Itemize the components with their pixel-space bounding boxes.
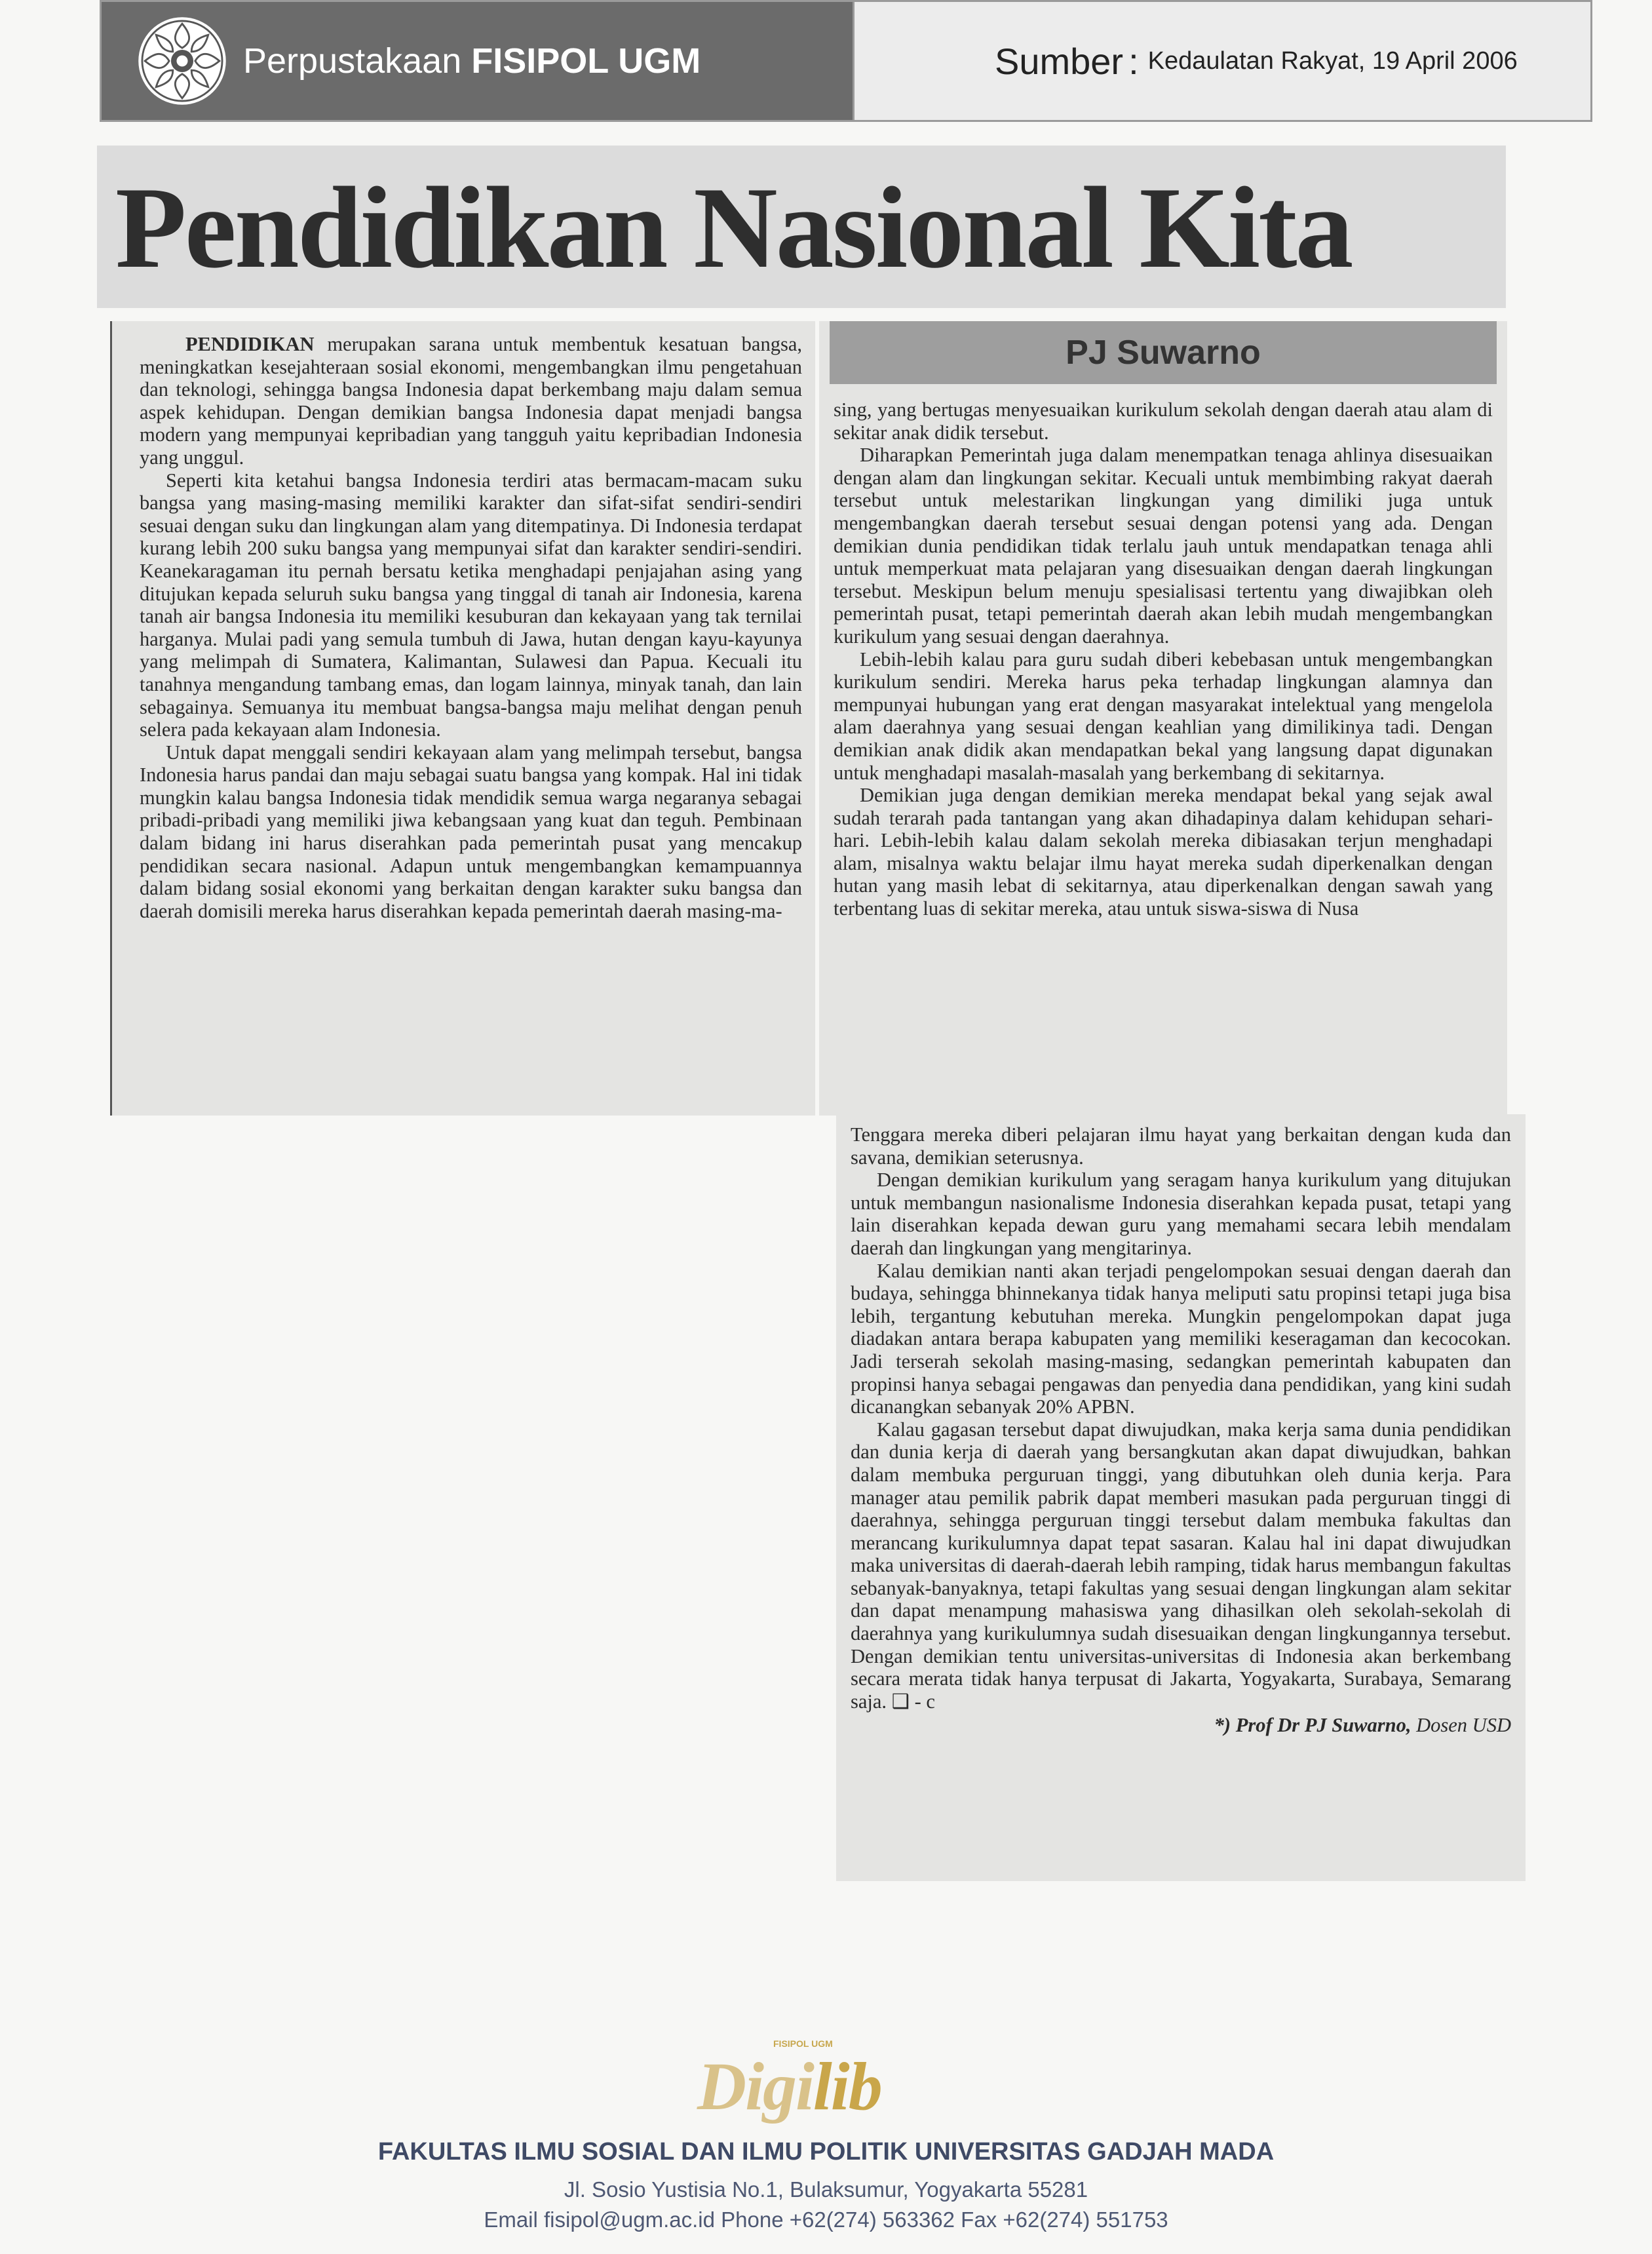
faculty-name: FAKULTAS ILMU SOSIAL DAN ILMU POLITIK UNIVERSITAS GADJAH MADA <box>377 2138 1275 2166</box>
lead-word: PENDIDIKAN <box>185 333 315 355</box>
paragraph: Lebih-lebih kalau para guru sudah diberi kebebasan untuk mengembangkan kurikulum sendiri. Mereka harus peka terhadap lingkungan alamnya dan mempunyai hubungan yang erat dengan masyarakat intelektual yang mengelola alam daerahnya yang sesuai dengan keahlian yang dimilikinya tadi. Dengan demikian anak didik akan mendapatkan bekal yang langsung dapat digunakan untuk menghadapi masalah-masalah yang berkembang di sekitarnya. <box>834 648 1493 784</box>
author-byline: PJ Suwarno <box>1066 333 1261 372</box>
headline-clipping <box>97 146 1506 308</box>
paragraph: Untuk dapat menggali sendiri kekayaan alam yang melimpah tersebut, bangsa Indonesia harus pandai dan maju sebagai suatu bangsa yang kompak. Hal ini tidak mungkin kalau bangsa Indonesia tidak mendidik semua warga negaranya sebagai pribadi-pribadi yang memiliki jiwa kebangsaan yang kuat dan teguh. Pembinaan dalam bidang ini harus diserahkan pada pemerintah pusat yang mencakup pendidikan secara nasional. Adapun untuk mengembangkan kemampuannya dalam bidang sosial ekonomi yang berkaitan dengan karakter suku bangsa dan daerah domisili mereka harus diserahkan kepada pemerintah daerah masing-ma- <box>140 741 802 922</box>
article-column-2 <box>819 321 1507 1116</box>
archive-header <box>100 0 1592 122</box>
faculty-contact: Email fisipol@ugm.ac.id Phone +62(274) 563362 Fax +62(274) 551753 <box>484 2207 1168 2232</box>
ugm-seal-icon <box>136 14 229 107</box>
source-label: Sumber <box>995 40 1124 82</box>
faculty-address: Jl. Sosio Yustisia No.1, Bulaksumur, Yogyakarta 55281 <box>564 2177 1088 2202</box>
article-headline: Pendidikan Nasional Kita <box>115 163 1352 292</box>
author-signature: *) Prof Dr PJ Suwarno, Dosen USD <box>1214 1714 1511 1737</box>
paragraph: sing, yang bertugas menyesuaikan kurikulum sekolah dengan daerah atau alam di sekitar anak didik tersebut. <box>834 398 1493 444</box>
source-value: Kedaulatan Rakyat, 19 April 2006 <box>1147 47 1518 75</box>
article-column-3 <box>836 1114 1526 1881</box>
library-banner <box>102 2 853 120</box>
source-colon: : <box>1128 40 1139 82</box>
paragraph: Kalau demikian nanti akan terjadi pengelompokan sesuai dengan daerah dan budaya, sehingga bhinnekanya tidak hanya meliputi satu propinsi tetapi juga bisa lebih, tergantung kebutuhan mereka. Mungkin pengelompokan dapat juga diadakan antara berapa kabupaten yang memiliki keseragaman dan kecocokan. Jadi terserah sekolah masing-masing, sedangkan pemerintah kabupaten dan propinsi hanya sebagai pengawas dan penyedia dana pendidikan, yang kini sudah dicanangkan sebanyak 20% APBN. <box>851 1259 1511 1418</box>
paragraph: Kalau gagasan tersebut dapat diwujudkan, maka kerja sama dunia pendidikan dan dunia kerja di daerah yang bersangkutan akan dapat diwujudkan, bahkan dalam membuka perguruan tinggi, yang dibutuhkan oleh dunia kerja. Para manager atau pemilik pabrik dapat memberi masukan pada perguruan tinggi di daerahnya, sehingga perguruan tinggi tersebut dalam membuka fakultas dan merancang kurikulumnya dapat tepat sasaran. Kalau hal ini dapat diwujudkan maka universitas di daerah-daerah lebih ramping, tidak harus membangun fakultas sebanyak-banyaknya, tetapi fakultas yang sesuai dengan lingkungan alam sekitar dan dapat menampung mahasiswa yang dihasilkan oleh sekolah-sekolah di daerahnya yang kurikulumnya sudah disesuaikan dengan lingkungannya tersebut. Dengan demikian tentu universitas-universitas di Indonesia akan berkembang secara merata tidak hanya terpusat di Jakarta, Yogyakarta, Surabaya, Semarang saja. ❑ - c <box>851 1418 1511 1713</box>
digilib-wordmark: Digilib <box>697 2049 881 2124</box>
article-column-1 <box>110 321 815 1116</box>
library-title: Perpustakaan FISIPOL UGM <box>243 41 701 81</box>
digilib-logo <box>697 2038 953 2124</box>
paragraph: PENDIDIKAN merupakan sarana untuk membentuk kesatuan bangsa, meningkatkan kesejahteraan sosial ekonomi, mengembangkan ilmu pengetahuan dan teknologi, sehingga bangsa Indonesia dapat berkembang maju dalam semua aspek kehidupan. Dengan demikian bangsa Indonesia dapat menjadi bangsa modern yang mempunyai kepribadian yang tangguh yaitu kepribadian Indonesia yang unggul. <box>140 333 802 469</box>
paragraph: Seperti kita ketahui bangsa Indonesia terdiri atas bermacam-macam suku bangsa yang masing-masing memiliki karakter dan sifat-sifat sendiri-sendiri sesuai dengan suku dan lingkungan alam yang ditempatinya. Di Indonesia terdapat kurang lebih 200 suku bangsa yang mempunyai sifat dan karakter sendiri-sendiri. Keanekaragaman itu pernah bersatu ketika menghadapi penjajahan asing yang ditujukan kepada seluruh suku bangsa yang tinggal di tanah air Indonesia, karena tanah air bangsa Indonesia itu memiliki kesuburan dan kekayaan yang tak ternilai harganya. Mulai padi yang semula tumbuh di Jawa, hutan dengan kayu-kayunya yang melimpah di Sumatera, Kalimantan, Sulawesi dan Papua. Kecuali itu tanahnya mengandung tambang emas, dan logam lainnya, minyak tanah, dan lain sebagainya. Semuanya itu membuat bangsa-bangsa maju melihat dengan penuh selera pada kekayaan alam Indonesia. <box>140 469 802 741</box>
source-info <box>853 2 1590 120</box>
paragraph: Tenggara mereka diberi pelajaran ilmu hayat yang berkaitan dengan kuda dan savana, demikian seterusnya. <box>851 1123 1511 1169</box>
paragraph: Dengan demikian kurikulum yang seragam hanya kurikulum yang ditujukan untuk membangun nasionalisme Indonesia diserahkan kepada pusat, tetapi yang lain diserahkan kepada dewan guru yang memahami secara lebih mendalam daerah dan lingkungan yang mengitarinya. <box>851 1169 1511 1259</box>
paragraph: Demikian juga dengan demikian mereka mendapat bekal yang sejak awal sudah terarah pada tantangan yang akan dihadapinya dalam kehidupan sehari-hari. Lebih-lebih kalau dalam sekolah mereka dibiasakan terjun menghadapi alam, misalnya waktu belajar ilmu hayat mereka sudah diperkenalkan dengan hutan yang masih lebat di sekitarnya, atau diperkenalkan dengan sawah yang terbentang luas di sekitar mereka, atau untuk siswa-siswa di Nusa <box>834 784 1493 920</box>
paragraph: Diharapkan Pemerintah juga dalam menempatkan tenaga ahlinya disesuaikan dengan alam dan lingkungan sekitar. Kecuali untuk membimbing rakyat daerah tersebut untuk melestarikan lingkungan yang dimiliki juga untuk mengembangkan daerah tersebut sesuai dengan potensi yang ada. Dengan demikian dunia pendidikan tidak terlalu jauh untuk mendapatkan tenaga ahli untuk memperkuat mata pelajaran yang disesuaikan dengan daerah lingkungan tersebut. Meskipun belum menuju spesialisasi tertentu yang diwajibkan oleh pemerintah pusat, tetapi pemerintah daerah akan lebih mudah mengembangkan kurikulum yang sesuai dengan daerahnya. <box>834 444 1493 648</box>
author-box <box>830 321 1497 384</box>
digilib-org: FISIPOL UGM <box>773 2038 833 2049</box>
